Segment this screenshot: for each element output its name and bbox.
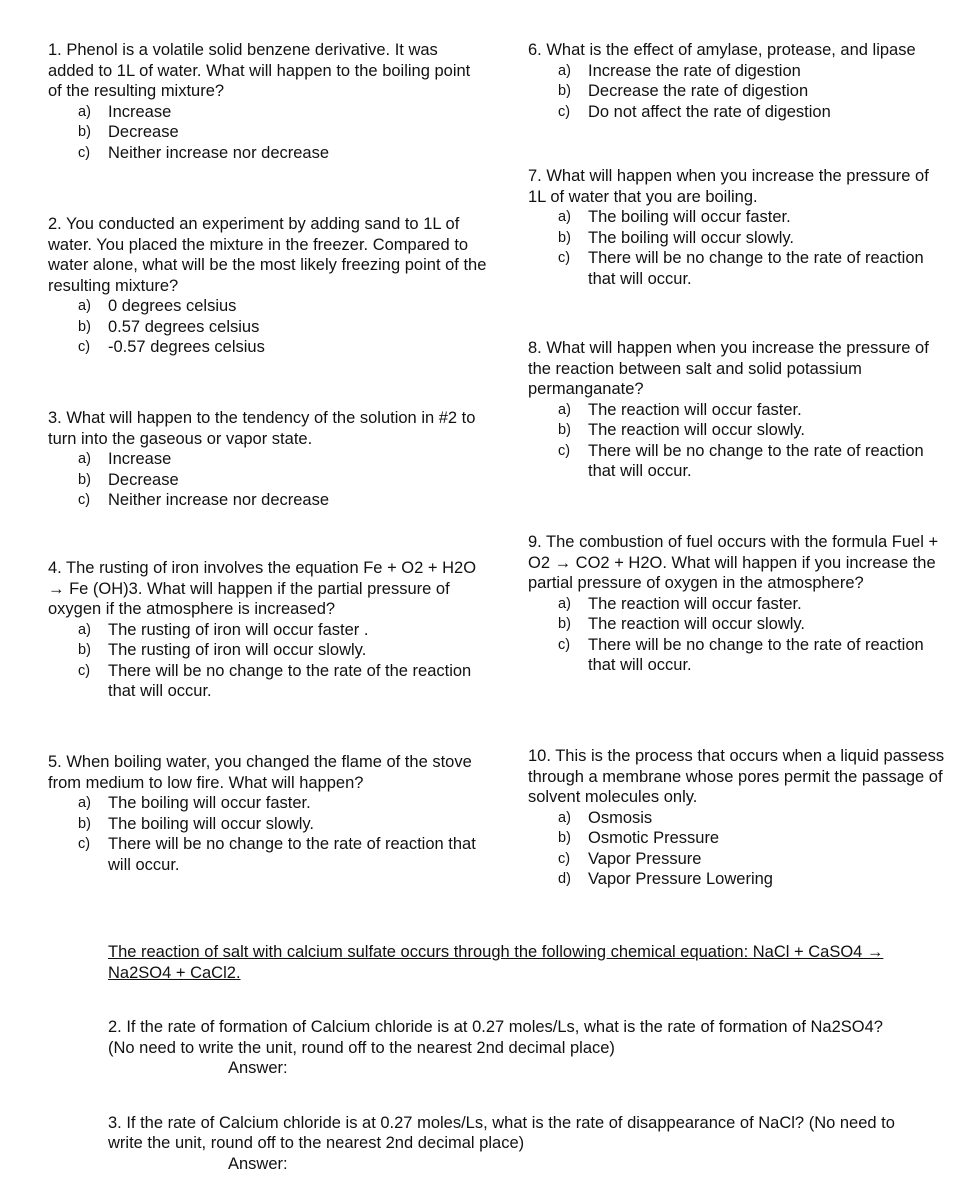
question-6 [528,40,948,122]
option-c[interactable] [528,248,948,289]
option-text: The boiling will occur slowly. [588,228,795,247]
option-letter: b) [558,422,571,438]
option-letter: c) [78,144,91,161]
option-letter: a) [78,451,91,467]
rate-problem-3 [108,1113,908,1175]
option-letter: b) [78,318,91,335]
option-text: 0.57 degrees celsius [108,317,260,336]
option-a[interactable] [48,102,488,123]
option-letter: b) [558,229,571,246]
question-5 [48,752,488,875]
option-text: There will be no change to the rate of reaction that will occur. [588,635,924,674]
option-letter: c) [558,442,571,459]
option-letter: b) [558,83,571,99]
option-b[interactable] [528,420,948,441]
option-a[interactable] [528,207,948,228]
option-a[interactable] [528,594,948,615]
option-c[interactable] [48,490,488,511]
option-text: The reaction will occur faster. [588,594,802,613]
option-c[interactable] [48,143,488,164]
answer-options [48,102,488,164]
option-letter: a) [78,795,91,811]
question-8 [528,338,948,482]
option-a[interactable] [48,296,488,317]
option-text: The boiling will occur slowly. [108,814,315,833]
option-text: Increase [108,450,172,468]
question-stem: 4. The rusting of iron involves the equation Fe + O2 + H2O → Fe (OH)3. What will happen if the partial pressure of oxygen if the atmosphere is increased? [48,559,477,618]
option-c[interactable] [528,441,948,482]
option-b[interactable] [528,81,948,102]
option-text: Do not affect the rate of digestion [588,102,831,121]
option-letter: c) [558,103,571,120]
option-letter: a) [558,401,571,418]
option-text: Neither increase nor decrease [108,491,330,509]
answer-label[interactable]: Answer: [228,1154,288,1173]
answer-options [48,296,488,358]
option-text: Decrease the rate of digestion [588,82,809,100]
option-letter: a) [558,209,571,225]
question-stem: 3. What will happen to the tendency of the solution in #2 to turn into the gaseous or vapor state. [48,409,476,448]
option-letter: d) [558,871,571,887]
option-letter: b) [558,830,571,846]
option-letter: b) [78,124,91,140]
option-text: There will be no change to the rate of the reaction that will occur. [108,661,472,700]
question-10 [528,746,948,890]
question-stem: 6. What is the effect of amylase, protease, and lipase [528,41,916,59]
option-letter: b) [78,815,91,832]
option-c[interactable] [528,635,948,676]
option-letter: c) [78,339,91,355]
option-letter: a) [78,298,91,314]
option-letter: a) [78,103,91,120]
rate-problem-2 [108,1017,908,1079]
option-text: The reaction will occur faster. [588,400,802,419]
option-letter: c) [558,636,571,653]
option-text: The rusting of iron will occur slowly. [108,641,367,659]
option-a[interactable] [48,449,488,470]
option-c[interactable] [48,834,488,875]
answer-options [48,620,488,702]
option-text: Increase [108,102,172,121]
option-text: Vapor Pressure Lowering [588,870,773,888]
option-d[interactable] [528,869,948,890]
answer-options [48,449,488,511]
question-9 [528,532,948,676]
option-text: The boiling will occur faster. [588,208,791,226]
reaction-intro: The reaction of salt with calcium sulfate occurs through the following chemical equation: NaCl + CaSO4 → Na2SO4 + CaCl2. [108,943,884,982]
option-letter: b) [78,471,91,488]
option-letter: c) [78,492,91,508]
question-2 [48,214,488,358]
option-b[interactable] [48,814,488,835]
option-letter: c) [558,850,571,867]
option-letter: a) [558,809,571,826]
answer-options [528,400,948,482]
option-a[interactable] [48,793,488,814]
rate-problems-section [108,942,908,1174]
option-text: The reaction will occur slowly. [588,615,806,633]
option-text: The reaction will occur slowly. [588,421,806,439]
option-text: The rusting of iron will occur faster . [108,620,369,639]
option-text: 0 degrees celsius [108,297,237,315]
option-text: There will be no change to the rate of reaction that will occur. [108,835,476,874]
option-text: -0.57 degrees celsius [108,338,265,356]
answer-options [528,808,948,890]
option-a[interactable] [528,61,948,82]
question-7 [528,166,948,289]
question-3 [48,408,488,511]
option-a[interactable] [528,400,948,421]
option-text: Neither increase nor decrease [108,143,330,162]
option-b[interactable] [48,317,488,338]
option-text: Increase the rate of digestion [588,61,801,80]
option-b[interactable] [48,640,488,661]
option-text: Decrease [108,123,179,141]
question-stem: 1. Phenol is a volatile solid benzene derivative. It was added to 1L of water. What will happen to the boiling point of the resulting mixture? [48,41,471,100]
option-a[interactable] [528,808,948,829]
answer-options [528,61,948,123]
option-b[interactable] [48,122,488,143]
question-stem: 10. This is the process that occurs when a liquid passess through a membrane whose pores permit the passage of solvent molecules only. [528,747,945,806]
option-text: Osmosis [588,808,653,827]
answer-options [528,594,948,676]
option-text: The boiling will occur faster. [108,794,311,812]
question-stem: 2. You conducted an experiment by adding sand to 1L of water. You placed the mixture in the freezer. Compared to water alone, what will be the most likely freezing point of the resulting mixture? [48,215,487,295]
question-stem: 5. When boiling water, you changed the flame of the stove from medium to low fire. What will happen? [48,753,472,792]
option-letter: c) [78,836,91,852]
option-c[interactable] [528,849,948,870]
option-letter: a) [558,62,571,79]
option-b[interactable] [48,470,488,491]
answer-label[interactable]: Answer: [228,1059,288,1077]
option-letter: a) [558,595,571,612]
question-stem: 7. What will happen when you increase the pressure of 1L of water that you are boiling. [528,167,929,206]
answer-options [528,207,948,289]
option-letter: c) [558,250,571,266]
question-1 [48,40,488,163]
question-4 [48,558,488,702]
option-a[interactable] [48,620,488,641]
option-b[interactable] [528,614,948,635]
problem-question: 3. If the rate of Calcium chloride is at 0.27 moles/Ls, what is the rate of disappearance of NaCl? (No need to write the unit, round off to the nearest 2nd decimal place) [108,1113,895,1152]
option-b[interactable] [528,828,948,849]
option-letter: b) [78,642,91,658]
option-c[interactable] [48,661,488,702]
option-text: Vapor Pressure [588,849,702,868]
option-letter: a) [78,621,91,638]
option-text: There will be no change to the rate of reaction that will occur. [588,441,924,480]
option-text: Osmotic Pressure [588,829,720,847]
question-stem: 9. The combustion of fuel occurs with the formula Fuel + O2 → CO2 + H2O. What will happen if you increase the partial pressure of oxygen in the atmosphere? [528,533,939,592]
option-letter: b) [558,616,571,632]
option-text: There will be no change to the rate of reaction that will occur. [588,249,924,288]
answer-options [48,793,488,875]
option-c[interactable] [48,337,488,358]
question-stem: 8. What will happen when you increase the pressure of the reaction between salt and solid potassium permanganate? [528,339,929,398]
option-b[interactable] [528,228,948,249]
option-text: Decrease [108,470,179,489]
option-letter: c) [78,662,91,679]
option-c[interactable] [528,102,948,123]
problem-question: 2. If the rate of formation of Calcium chloride is at 0.27 moles/Ls, what is the rate of formation of Na2SO4? (No need to write the unit, round off to the nearest 2nd decimal place) [108,1018,883,1057]
